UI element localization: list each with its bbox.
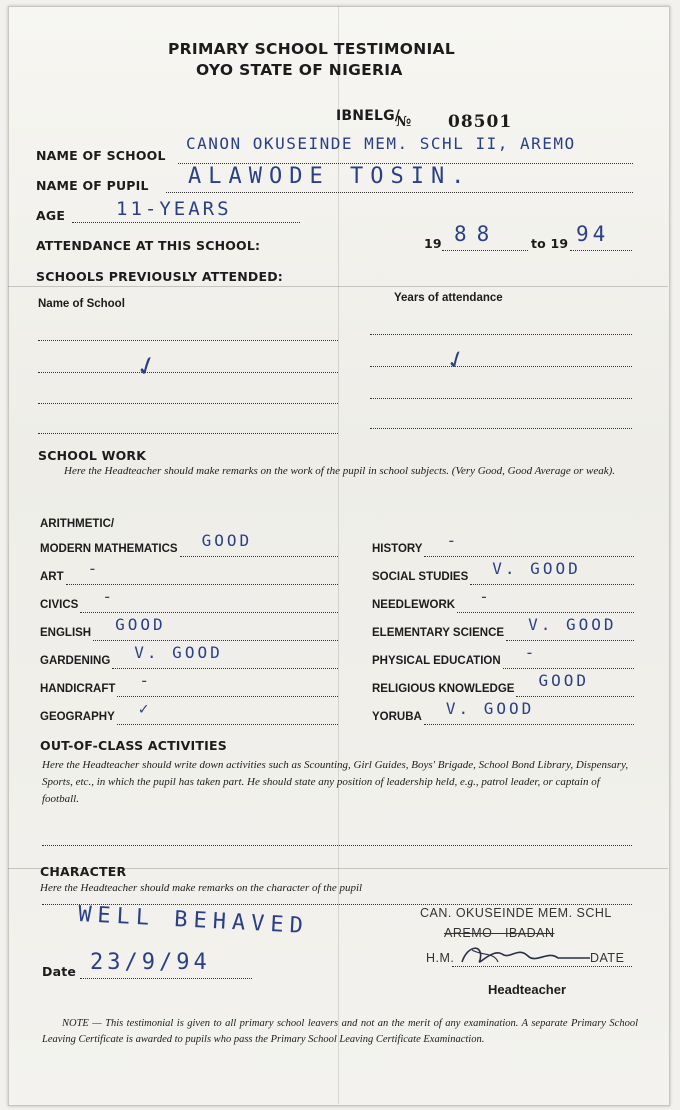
school-stamp-line: CAN. OKUSEINDE MEM. SCHL [420,906,612,920]
subject-grade: - [446,531,460,550]
number-sign: № [396,114,412,130]
subject-label: CIVICS [40,599,79,611]
school-name-value: CANON OKUSEINDE MEM. SCHL II, AREMO [186,134,576,153]
attendance-to-prefix: to 19 [531,236,569,251]
previous-school-line [38,403,338,404]
subject-grade: ✓ [138,699,152,718]
subject-label: GEOGRAPHY [40,711,115,723]
previous-school-line [38,433,338,434]
previous-years-line [370,428,632,429]
headteacher-label: Headteacher [488,982,567,997]
subject-label: GARDENING [40,655,111,667]
subject-line [80,612,338,613]
previous-school-column-header: Name of School [38,298,125,310]
attendance-label: ATTENDANCE AT THIS SCHOOL: [36,238,261,253]
age-line [72,222,300,223]
subject-line [180,556,338,557]
age-value: 11-YEARS [116,198,232,220]
subject-line [506,640,634,641]
pupil-name-line [166,192,633,193]
subject-label: YORUBA [372,711,422,723]
serial-number: 08501 [448,112,513,132]
subject-grade: - [524,643,538,662]
date-value: 23/9/94 [90,950,211,975]
subject-grade: GOOD [201,531,253,550]
subject-line [470,584,634,585]
subject-line [516,696,634,697]
activities-line [42,845,632,846]
subject-line [112,668,338,669]
activities-heading: OUT-OF-CLASS ACTIVITIES [40,738,227,753]
subject-label: NEEDLEWORK [372,599,456,611]
stamp-date-label: DATE [590,951,625,965]
subject-line [424,724,634,725]
previous-years-line [370,334,632,335]
subject-line [457,612,634,613]
previous-school-line [38,372,338,373]
previous-schools-label: SCHOOLS PREVIOUSLY ATTENDED: [36,269,283,284]
subject-line [93,640,338,641]
character-value: WELL BEHAVED [77,901,310,940]
previous-years-line [370,398,632,399]
subject-label: RELIGIOUS KNOWLEDGE [372,683,515,695]
subject-line [503,668,634,669]
document-title: PRIMARY SCHOOL TESTIMONIAL [168,40,456,58]
date-label: Date [42,964,77,979]
previous-school-line [38,340,338,341]
arithmetic-label: ARITHMETIC/ [40,518,115,530]
subject-label: ELEMENTARY SCIENCE [372,627,505,639]
footer-note: NOTE — This testimonial is given to all primary school leavers and not an the merit of any examination. A separate Primary School Leaving Certificate is awarded to pupils who pass the Primary School Leaving Certificate Examinaction. [42,1018,638,1045]
character-heading: CHARACTER [40,864,127,879]
subject-grade: GOOD [538,671,590,690]
pupil-name-label: NAME OF PUPIL [36,178,149,193]
subject-label: ENGLISH [40,627,92,639]
subject-label: MODERN MATHEMATICS [40,543,178,555]
previous-years-column-header: Years of attendance [394,292,503,304]
subject-grade: - [479,587,492,606]
subject-line [117,724,338,725]
signature-line [452,966,632,967]
previous-school-tick: ✓ [131,349,162,385]
subject-line [424,556,634,557]
stamp-hm-label: H.M. [426,951,455,965]
school-name-label: NAME OF SCHOOL [36,148,166,163]
school-work-heading: SCHOOL WORK [38,448,147,463]
subject-grade: - [102,587,115,606]
subject-grade: V. GOOD [134,643,223,662]
subject-grade: - [139,671,153,690]
subject-grade: V. GOOD [528,615,617,634]
age-label: AGE [36,208,66,223]
subject-grade: GOOD [115,615,166,634]
pupil-name-value: ALAWODE TOSIN. [188,164,472,189]
document-subtitle: OYO STATE OF NIGERIA [196,61,403,79]
subject-grade: - [87,559,101,578]
attendance-from-value: 88 [454,222,500,246]
subject-label: HANDICRAFT [40,683,116,695]
character-instruction: Here the Headteacher should make remarks on the character of the pupil [40,882,363,894]
subject-grade: V. GOOD [445,699,535,718]
school-work-instruction: Here the Headteacher should make remarks on the work of the pupil in school subjects. (Very Good, Good Average or weak). [64,465,616,477]
subject-label: PHYSICAL EDUCATION [372,655,501,667]
previous-years-line [370,366,632,367]
attendance-from-prefix: 19 [424,236,442,251]
reference-prefix: IBNELG/ [336,108,401,124]
attendance-from-line [442,250,528,251]
subject-label: SOCIAL STUDIES [372,571,469,583]
attendance-to-line [570,250,632,251]
attendance-to-value: 94 [576,222,610,246]
previous-years-tick: ✓ [441,343,471,377]
subject-label: HISTORY [372,543,423,555]
subject-label: ART [40,571,64,583]
activities-instruction: Here the Headteacher should write down activities such as Scounting, Girl Guides, Boys' Brigade, School Bond Library, Dispensary, Sports, etc., in which the pupil has taken part. He should state any position of leadership held, e.g., patrol leader, or captain of football. [42,759,629,805]
subject-grade: V. GOOD [492,559,581,578]
subject-line [117,696,338,697]
subject-line [66,584,338,585]
date-line [80,978,252,979]
school-stamp-line: AREMO - IBADAN [444,926,555,940]
